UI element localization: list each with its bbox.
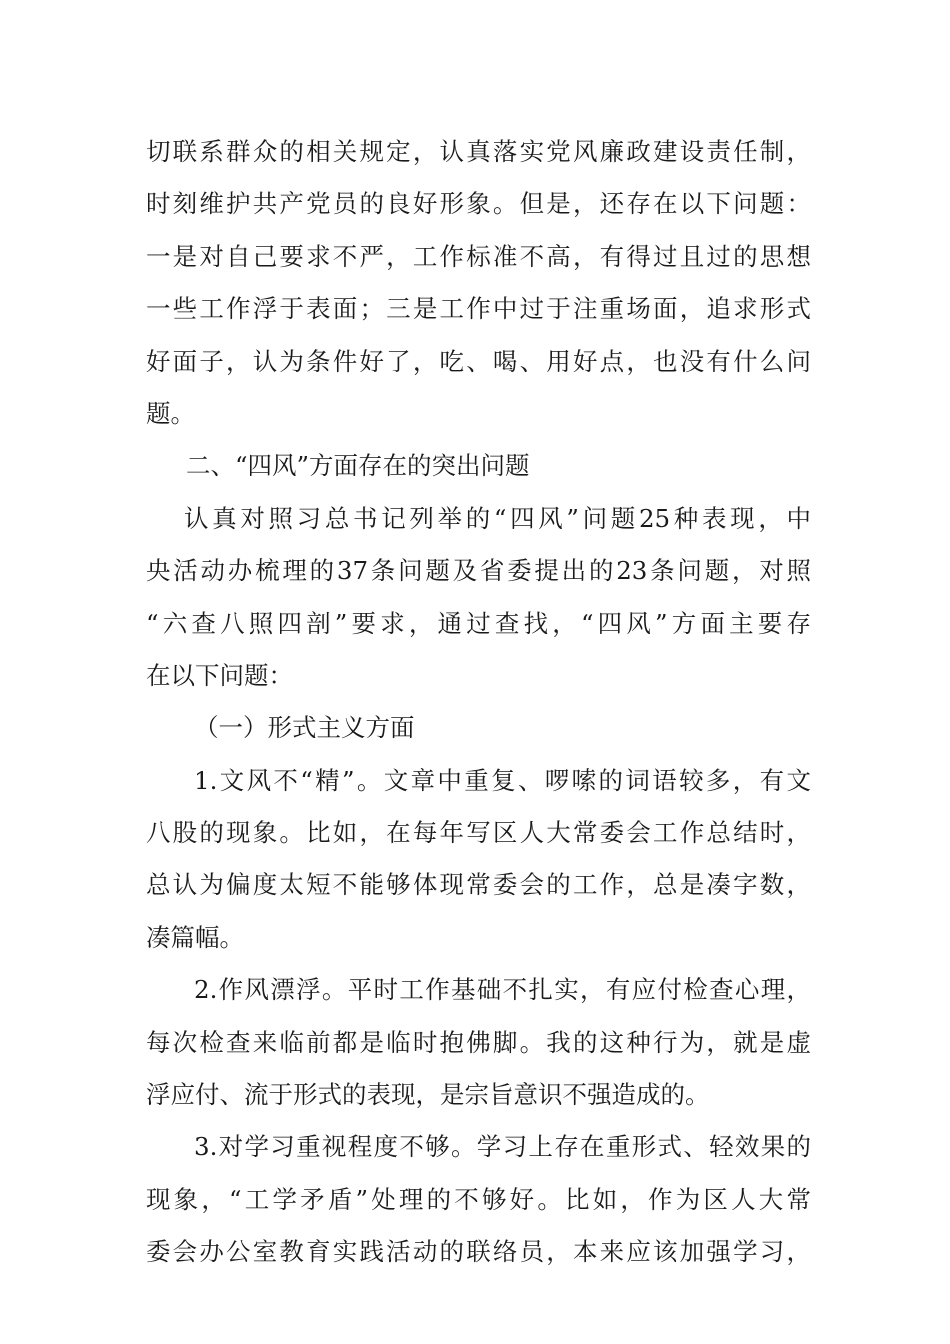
- section-heading: 二、“四风”方面存在的突出问题: [186, 451, 530, 481]
- text-line: 好面子，认为条件好了，吃、喝、用好点，也没有什么问: [146, 346, 811, 376]
- text-line: 在以下问题：: [146, 660, 293, 690]
- text-line: 总认为偏度太短不能够体现常委会的工作，总是凑字数，: [146, 870, 811, 900]
- text-line: 八股的现象。比如，在每年写区人大常委会工作总结时，: [146, 818, 811, 848]
- text-line: 现象，“工学矛盾”处理的不够好。比如，作为区人大常: [146, 1184, 811, 1214]
- text-line: 央活动办梳理的37条问题及省委提出的23条问题，对照: [146, 556, 811, 586]
- text-line: 一是对自己要求不严，工作标准不高，有得过且过的思想: [146, 241, 811, 271]
- text-line: 凑篇幅。: [146, 922, 244, 952]
- text-line: 委会办公室教育实践活动的联络员，本来应该加强学习，: [146, 1237, 811, 1267]
- text-line: 认真对照习总书记列举的“四风”问题25种表现，中: [184, 503, 811, 533]
- subsection-heading: （一）形式主义方面: [194, 713, 415, 743]
- text-line: 3.对学习重视程度不够。学习上存在重形式、轻效果的: [194, 1132, 811, 1162]
- text-line: 题。: [146, 398, 195, 428]
- text-line: “六查八照四剖”要求，通过查找，“四风”方面主要存: [146, 608, 811, 638]
- text-line: 浮应付、流于形式的表现，是宗旨意识不强造成的。: [146, 1080, 710, 1110]
- text-line: 1.文风不“精”。文章中重复、啰嗦的词语较多，有文: [194, 765, 811, 795]
- text-line: 一些工作浮于表面；三是工作中过于注重场面，追求形式: [146, 294, 811, 324]
- text-line: 时刻维护共产党员的良好形象。但是，还存在以下问题：: [146, 189, 811, 219]
- text-line: 每次检查来临前都是临时抱佛脚。我的这种行为，就是虚: [146, 1027, 811, 1057]
- text-line: 2.作风漂浮。平时工作基础不扎实，有应付检查心理，: [194, 975, 811, 1005]
- text-line: 切联系群众的相关规定，认真落实党风廉政建设责任制，: [146, 137, 811, 166]
- document-body: [146, 126, 811, 1279]
